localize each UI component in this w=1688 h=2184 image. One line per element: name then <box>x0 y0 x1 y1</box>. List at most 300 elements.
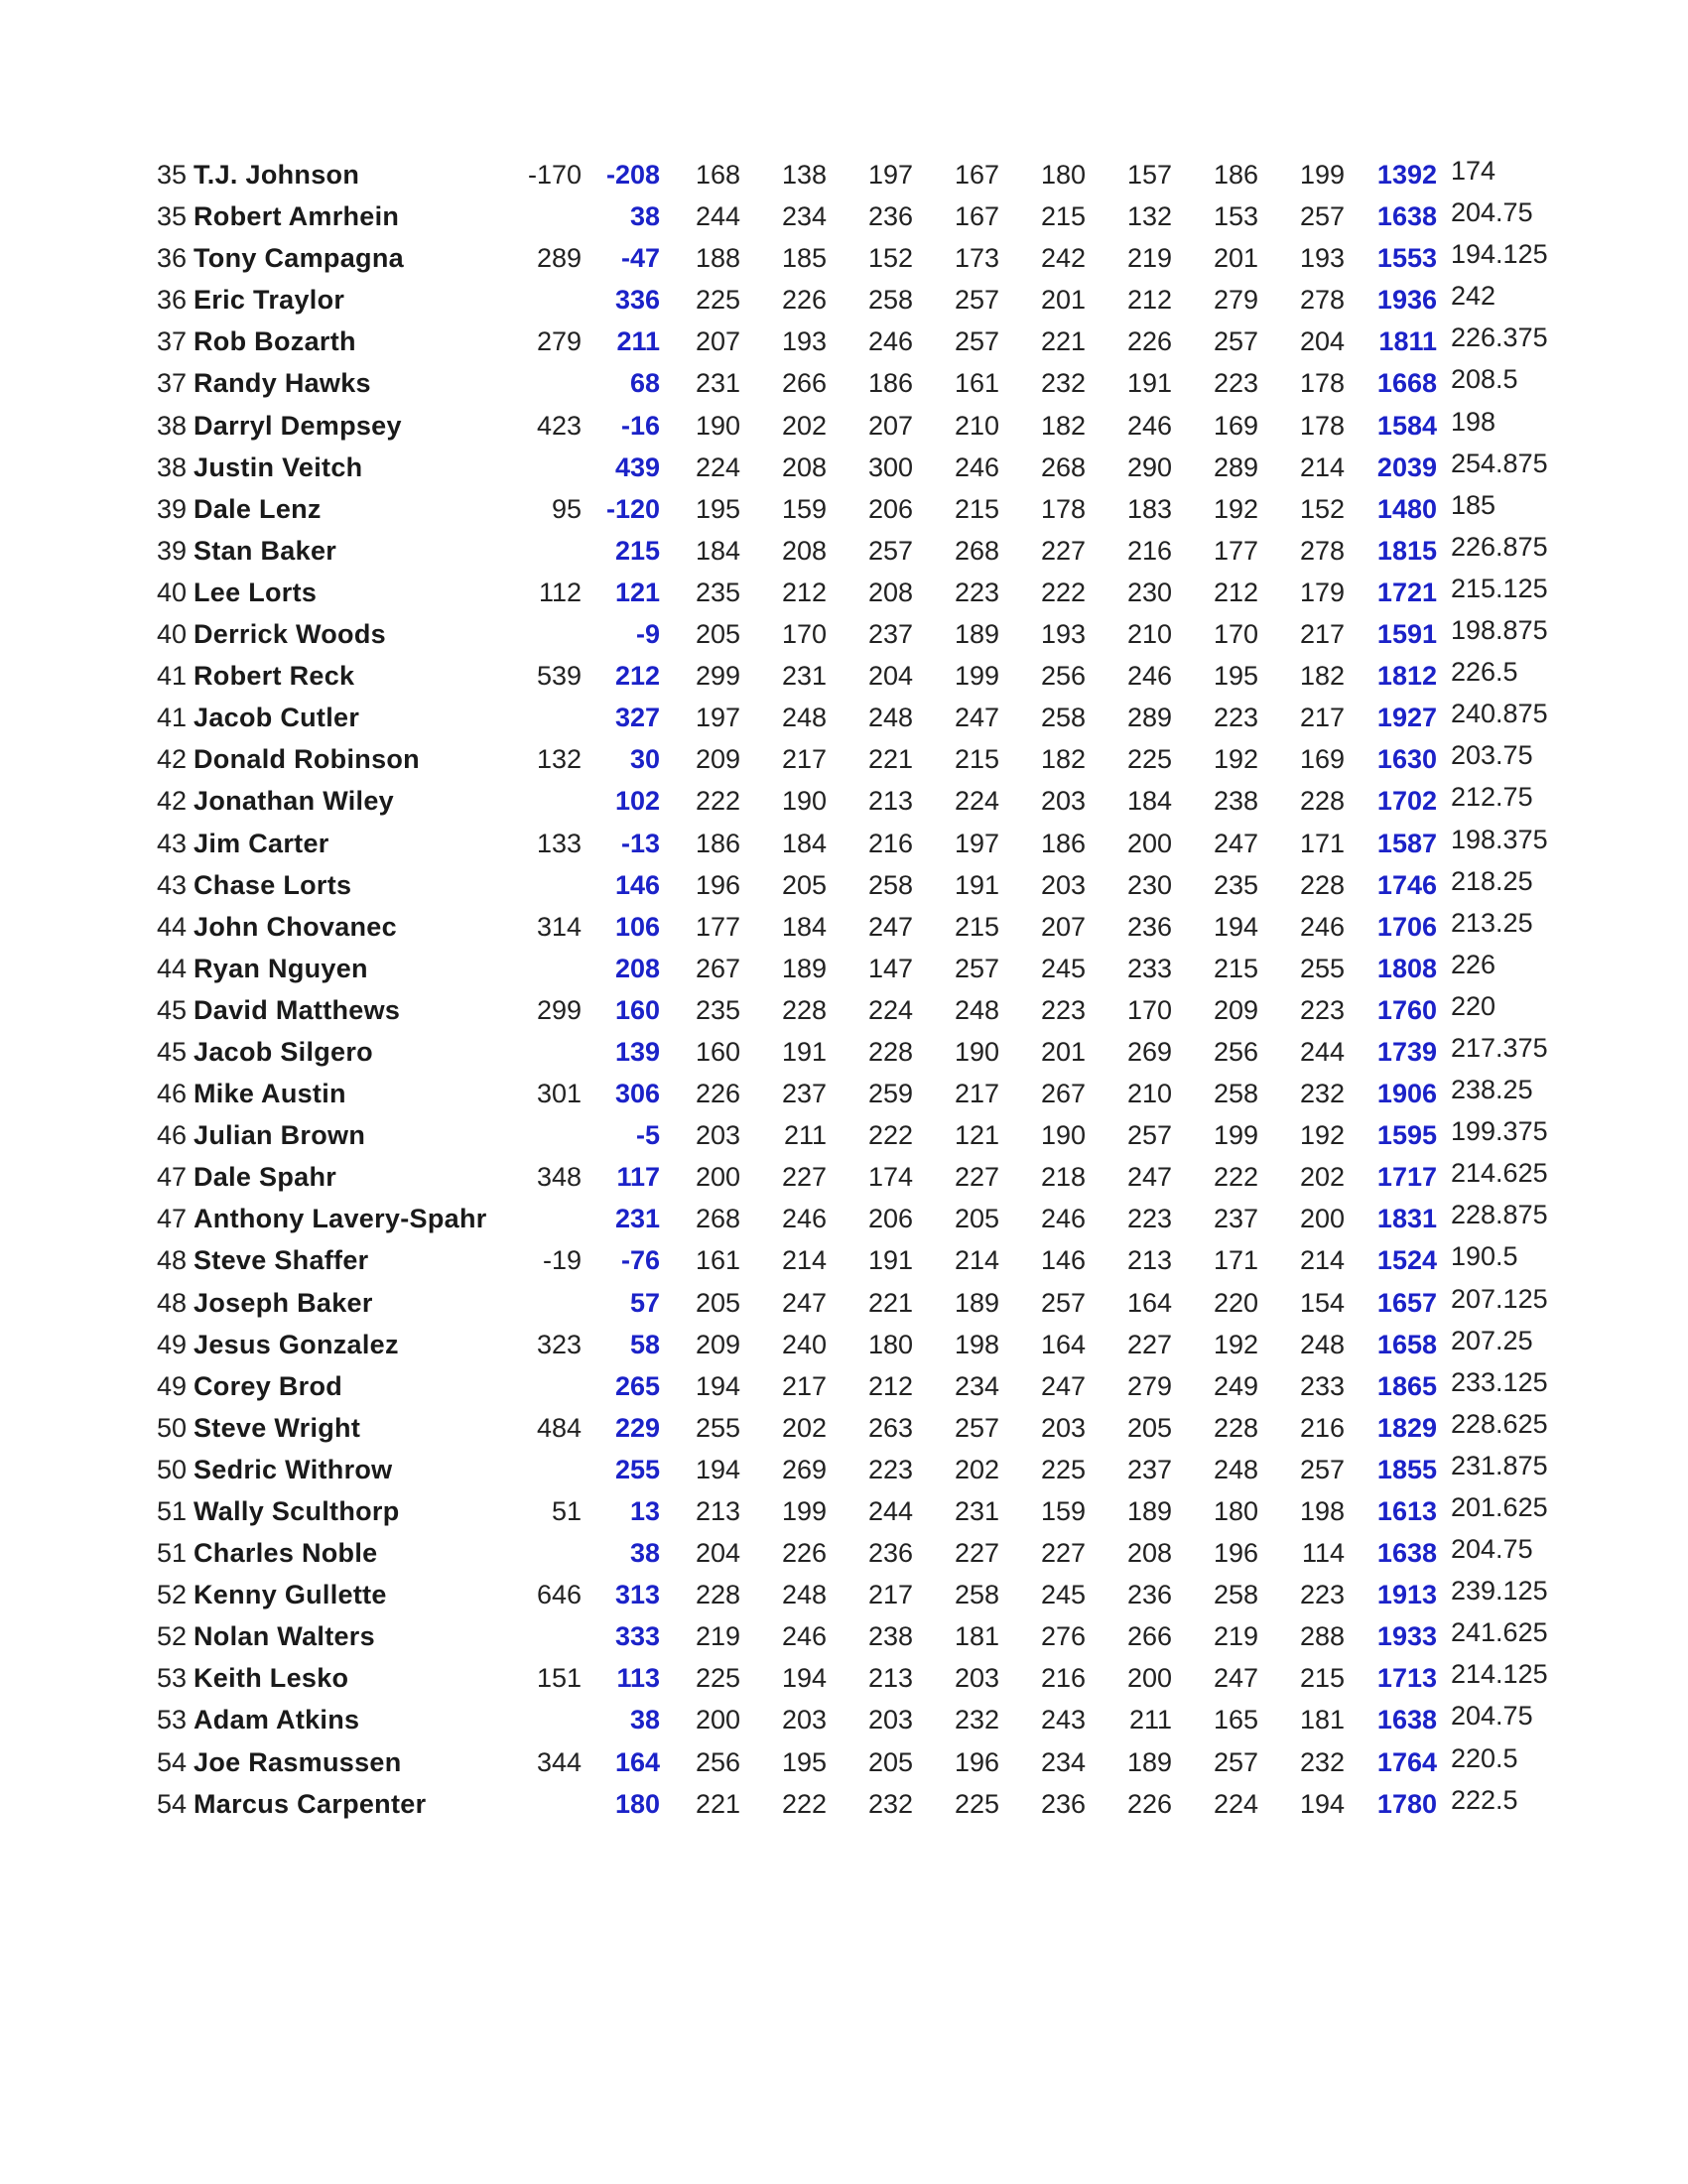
game-score: 203 <box>1040 786 1086 817</box>
game-score: 179 <box>1299 577 1345 607</box>
game-score: 267 <box>695 953 740 983</box>
game-score: 258 <box>867 285 913 316</box>
game-score: 225 <box>1040 1454 1086 1484</box>
game-score: 191 <box>1126 368 1172 399</box>
pair-number: 41 <box>156 703 187 733</box>
game-score: 199 <box>1299 160 1345 190</box>
game-score: 257 <box>1299 1454 1345 1484</box>
game-score: 147 <box>867 953 913 983</box>
bowler-name: Dale Spahr <box>194 1162 337 1193</box>
average: 238.25 <box>1451 1075 1533 1105</box>
game-score: 232 <box>1040 368 1086 399</box>
plus-minus: 38 <box>629 1705 660 1735</box>
series-total: 1630 <box>1376 744 1437 775</box>
pair-total: 133 <box>536 828 582 858</box>
game-score: 278 <box>1299 285 1345 316</box>
game-score: 246 <box>954 451 999 482</box>
game-score: 217 <box>781 1370 827 1401</box>
game-score: 217 <box>1299 619 1345 650</box>
table-row <box>0 1699 1688 1740</box>
table-row <box>0 1741 1688 1783</box>
game-score: 228 <box>695 1580 740 1610</box>
pair-number: 44 <box>156 953 187 983</box>
plus-minus: 231 <box>614 1204 660 1234</box>
pair-total: 299 <box>536 994 582 1025</box>
series-total: 1524 <box>1376 1245 1437 1276</box>
game-score: 159 <box>781 493 827 524</box>
series-total: 1713 <box>1376 1663 1437 1694</box>
series-total: 1702 <box>1376 786 1437 817</box>
game-score: 205 <box>867 1746 913 1777</box>
game-score: 212 <box>1126 285 1172 316</box>
pair-number: 46 <box>156 1120 187 1151</box>
game-score: 167 <box>954 201 999 232</box>
game-score: 217 <box>954 1079 999 1109</box>
game-score: 194 <box>695 1454 740 1484</box>
game-score: 228 <box>1299 786 1345 817</box>
game-score: 238 <box>867 1621 913 1652</box>
game-score: 219 <box>1213 1621 1258 1652</box>
game-score: 255 <box>695 1412 740 1443</box>
game-score: 204 <box>867 661 913 692</box>
average: 207.125 <box>1451 1283 1548 1314</box>
game-score: 247 <box>1126 1162 1172 1193</box>
game-score: 246 <box>1040 1204 1086 1234</box>
game-score: 205 <box>695 1287 740 1318</box>
game-score: 212 <box>781 577 827 607</box>
game-score: 205 <box>695 619 740 650</box>
pair-total: 95 <box>551 493 582 524</box>
game-score: 157 <box>1126 160 1172 190</box>
pair-total: 348 <box>536 1162 582 1193</box>
average: 185 <box>1451 489 1496 520</box>
game-score: 197 <box>954 828 999 858</box>
game-score: 258 <box>954 1580 999 1610</box>
table-row <box>0 1532 1688 1574</box>
series-total: 1584 <box>1376 410 1437 441</box>
game-score: 200 <box>695 1162 740 1193</box>
game-score: 243 <box>1040 1705 1086 1735</box>
game-score: 195 <box>695 493 740 524</box>
bowler-name: Corey Brod <box>194 1370 343 1401</box>
average: 218.25 <box>1451 865 1533 896</box>
pair-number: 41 <box>156 661 187 692</box>
game-score: 173 <box>954 243 999 274</box>
game-score: 235 <box>695 994 740 1025</box>
game-score: 237 <box>1126 1454 1172 1484</box>
game-score: 205 <box>954 1204 999 1234</box>
series-total: 1927 <box>1376 703 1437 733</box>
game-score: 238 <box>1213 786 1258 817</box>
series-total: 1829 <box>1376 1412 1437 1443</box>
pair-number: 54 <box>156 1788 187 1819</box>
series-total: 1746 <box>1376 869 1437 900</box>
plus-minus: 38 <box>629 1538 660 1569</box>
game-score: 197 <box>695 703 740 733</box>
average: 174 <box>1451 156 1496 186</box>
pair-number: 36 <box>156 243 187 274</box>
bowler-name: Ryan Nguyen <box>194 953 368 983</box>
game-score: 138 <box>781 160 827 190</box>
game-score: 201 <box>1040 285 1086 316</box>
game-score: 225 <box>695 1663 740 1694</box>
game-score: 268 <box>695 1204 740 1234</box>
game-score: 203 <box>1040 1412 1086 1443</box>
game-score: 188 <box>695 243 740 274</box>
game-score: 214 <box>954 1245 999 1276</box>
game-score: 214 <box>1299 1245 1345 1276</box>
game-score: 178 <box>1040 493 1086 524</box>
plus-minus: 38 <box>629 201 660 232</box>
table-row <box>0 1365 1688 1407</box>
series-total: 1668 <box>1376 368 1437 399</box>
plus-minus: 211 <box>616 326 660 357</box>
series-total: 1855 <box>1376 1454 1437 1484</box>
table-row <box>0 989 1688 1031</box>
pair-number: 48 <box>156 1287 187 1318</box>
pair-total: -19 <box>542 1245 582 1276</box>
bowler-name: Marcus Carpenter <box>194 1788 427 1819</box>
game-score: 230 <box>1126 869 1172 900</box>
average: 220 <box>1451 990 1496 1021</box>
pair-number: 51 <box>156 1538 187 1569</box>
game-score: 247 <box>781 1287 827 1318</box>
bowler-name: Jesus Gonzalez <box>194 1329 399 1359</box>
game-score: 196 <box>954 1746 999 1777</box>
game-score: 198 <box>1299 1496 1345 1526</box>
game-score: 215 <box>1299 1663 1345 1694</box>
game-score: 257 <box>1213 1746 1258 1777</box>
bowler-name: Charles Noble <box>194 1538 378 1569</box>
game-score: 222 <box>867 1120 913 1151</box>
game-score: 170 <box>1126 994 1172 1025</box>
game-score: 200 <box>1299 1204 1345 1234</box>
game-score: 202 <box>954 1454 999 1484</box>
game-score: 223 <box>1040 994 1086 1025</box>
game-score: 177 <box>1213 535 1258 566</box>
plus-minus: 306 <box>614 1079 660 1109</box>
plus-minus: -16 <box>620 410 660 441</box>
bowler-name: Dale Lenz <box>194 493 322 524</box>
game-score: 259 <box>867 1079 913 1109</box>
series-total: 1587 <box>1376 828 1437 858</box>
game-score: 154 <box>1299 1287 1345 1318</box>
game-score: 206 <box>867 493 913 524</box>
game-score: 169 <box>1213 410 1258 441</box>
series-total: 1764 <box>1376 1746 1437 1777</box>
game-score: 217 <box>781 744 827 775</box>
game-score: 170 <box>781 619 827 650</box>
game-score: 230 <box>1126 577 1172 607</box>
game-score: 231 <box>695 368 740 399</box>
game-score: 228 <box>1213 1412 1258 1443</box>
game-score: 233 <box>1126 953 1172 983</box>
series-total: 1808 <box>1376 953 1437 983</box>
game-score: 257 <box>867 535 913 566</box>
bowler-name: Anthony Lavery-Spahr <box>194 1204 487 1234</box>
average: 228.875 <box>1451 1200 1548 1230</box>
game-score: 232 <box>1299 1746 1345 1777</box>
game-score: 181 <box>1299 1705 1345 1735</box>
game-score: 206 <box>867 1204 913 1234</box>
series-total: 2039 <box>1376 451 1437 482</box>
table-row <box>0 530 1688 572</box>
pair-number: 47 <box>156 1162 187 1193</box>
table-row <box>0 1282 1688 1324</box>
bowler-name: Jacob Silgero <box>194 1036 373 1067</box>
game-score: 299 <box>695 661 740 692</box>
pair-number: 38 <box>156 451 187 482</box>
pair-number: 49 <box>156 1329 187 1359</box>
game-score: 226 <box>1126 1788 1172 1819</box>
average: 198 <box>1451 406 1496 437</box>
average: 226 <box>1451 949 1496 979</box>
pair-total: 132 <box>536 744 582 775</box>
table-row <box>0 488 1688 530</box>
game-score: 222 <box>1040 577 1086 607</box>
game-score: 152 <box>867 243 913 274</box>
series-total: 1591 <box>1376 619 1437 650</box>
game-score: 246 <box>781 1621 827 1652</box>
plus-minus: 229 <box>614 1412 660 1443</box>
game-score: 226 <box>1126 326 1172 357</box>
game-score: 258 <box>867 869 913 900</box>
table-row <box>0 1239 1688 1281</box>
game-score: 182 <box>1040 744 1086 775</box>
game-score: 279 <box>1126 1370 1172 1401</box>
game-score: 216 <box>1126 535 1172 566</box>
pair-number: 36 <box>156 285 187 316</box>
plus-minus: 13 <box>629 1496 660 1526</box>
average: 220.5 <box>1451 1742 1518 1773</box>
game-score: 184 <box>695 535 740 566</box>
game-score: 256 <box>1213 1036 1258 1067</box>
bowler-name: Lee Lorts <box>194 577 318 607</box>
game-score: 217 <box>867 1580 913 1610</box>
pair-number: 39 <box>156 535 187 566</box>
game-score: 191 <box>781 1036 827 1067</box>
average: 215.125 <box>1451 573 1548 603</box>
game-score: 249 <box>1213 1370 1258 1401</box>
game-score: 186 <box>1040 828 1086 858</box>
pair-number: 40 <box>156 577 187 607</box>
average: 214.625 <box>1451 1158 1548 1189</box>
game-score: 208 <box>1126 1538 1172 1569</box>
game-score: 256 <box>1040 661 1086 692</box>
plus-minus: 139 <box>614 1036 660 1067</box>
table-row <box>0 780 1688 822</box>
table-row <box>0 154 1688 195</box>
table-row <box>0 195 1688 237</box>
game-score: 276 <box>1040 1621 1086 1652</box>
game-score: 237 <box>867 619 913 650</box>
game-score: 244 <box>695 201 740 232</box>
table-row <box>0 1657 1688 1699</box>
bowler-name: Rob Bozarth <box>194 326 356 357</box>
average: 199.375 <box>1451 1116 1548 1147</box>
plus-minus: 212 <box>614 661 660 692</box>
game-score: 184 <box>1126 786 1172 817</box>
table-row <box>0 1615 1688 1657</box>
game-score: 199 <box>1213 1120 1258 1151</box>
table-row <box>0 321 1688 362</box>
game-score: 219 <box>1126 243 1172 274</box>
bowler-name: Derrick Woods <box>194 619 386 650</box>
game-score: 221 <box>695 1788 740 1819</box>
plus-minus: 439 <box>614 451 660 482</box>
table-row <box>0 1783 1688 1825</box>
pair-number: 43 <box>156 869 187 900</box>
game-score: 246 <box>1299 911 1345 942</box>
game-score: 226 <box>695 1079 740 1109</box>
game-score: 199 <box>954 661 999 692</box>
game-score: 234 <box>1040 1746 1086 1777</box>
game-score: 235 <box>695 577 740 607</box>
game-score: 232 <box>954 1705 999 1735</box>
game-score: 236 <box>1040 1788 1086 1819</box>
game-score: 202 <box>781 1412 827 1443</box>
plus-minus: 57 <box>629 1287 660 1318</box>
game-score: 223 <box>1299 994 1345 1025</box>
table-row <box>0 1490 1688 1532</box>
game-score: 194 <box>1299 1788 1345 1819</box>
game-score: 190 <box>954 1036 999 1067</box>
series-total: 1595 <box>1376 1120 1437 1151</box>
game-score: 114 <box>1301 1538 1345 1569</box>
pair-number: 39 <box>156 493 187 524</box>
game-score: 180 <box>867 1329 913 1359</box>
game-score: 217 <box>1299 703 1345 733</box>
pair-number: 42 <box>156 744 187 775</box>
average: 254.875 <box>1451 448 1548 478</box>
game-score: 207 <box>1040 911 1086 942</box>
average: 231.875 <box>1451 1450 1548 1480</box>
game-score: 257 <box>1213 326 1258 357</box>
bowler-name: Nolan Walters <box>194 1621 375 1652</box>
average: 228.625 <box>1451 1408 1548 1439</box>
game-score: 184 <box>781 828 827 858</box>
game-score: 247 <box>954 703 999 733</box>
game-score: 240 <box>781 1329 827 1359</box>
game-score: 257 <box>1299 201 1345 232</box>
game-score: 165 <box>1213 1705 1258 1735</box>
series-total: 1638 <box>1376 1538 1437 1569</box>
game-score: 212 <box>867 1370 913 1401</box>
table-row <box>0 572 1688 613</box>
bowler-name: Jacob Cutler <box>194 703 360 733</box>
plus-minus: 113 <box>616 1663 660 1694</box>
game-score: 228 <box>781 994 827 1025</box>
bowler-name: Steve Shaffer <box>194 1245 369 1276</box>
game-score: 152 <box>1299 493 1345 524</box>
game-score: 189 <box>954 1287 999 1318</box>
average: 194.125 <box>1451 239 1548 270</box>
game-score: 170 <box>1213 619 1258 650</box>
table-row <box>0 1449 1688 1490</box>
game-score: 203 <box>954 1663 999 1694</box>
bowler-name: Robert Reck <box>194 661 355 692</box>
game-score: 232 <box>1299 1079 1345 1109</box>
plus-minus: 333 <box>614 1621 660 1652</box>
plus-minus: 215 <box>614 535 660 566</box>
bowler-name: Sedric Withrow <box>194 1454 393 1484</box>
average: 204.75 <box>1451 197 1533 228</box>
series-total: 1831 <box>1376 1204 1437 1234</box>
table-row <box>0 362 1688 404</box>
game-score: 227 <box>1126 1329 1172 1359</box>
bowler-name: Adam Atkins <box>194 1705 360 1735</box>
game-score: 221 <box>867 1287 913 1318</box>
game-score: 247 <box>1213 828 1258 858</box>
pair-total: 51 <box>551 1496 582 1526</box>
series-total: 1706 <box>1376 911 1437 942</box>
table-row <box>0 1407 1688 1449</box>
game-score: 223 <box>867 1454 913 1484</box>
plus-minus: 102 <box>614 786 660 817</box>
average: 204.75 <box>1451 1701 1533 1732</box>
game-score: 184 <box>781 911 827 942</box>
game-score: 164 <box>1126 1287 1172 1318</box>
game-score: 213 <box>695 1496 740 1526</box>
game-score: 224 <box>954 786 999 817</box>
game-score: 234 <box>954 1370 999 1401</box>
pair-number: 48 <box>156 1245 187 1276</box>
average: 190.5 <box>1451 1241 1518 1272</box>
game-score: 216 <box>1040 1663 1086 1694</box>
game-score: 223 <box>1213 703 1258 733</box>
table-row <box>0 906 1688 948</box>
table-row <box>0 447 1688 488</box>
table-row <box>0 613 1688 655</box>
pair-number: 38 <box>156 410 187 441</box>
game-score: 171 <box>1213 1245 1258 1276</box>
game-score: 278 <box>1299 535 1345 566</box>
pair-total: 151 <box>536 1663 582 1694</box>
series-total: 1392 <box>1376 160 1437 190</box>
table-row <box>0 948 1688 989</box>
game-score: 189 <box>781 953 827 983</box>
game-score: 236 <box>1126 911 1172 942</box>
game-score: 214 <box>781 1245 827 1276</box>
game-score: 168 <box>695 160 740 190</box>
game-score: 174 <box>867 1162 913 1193</box>
game-score: 207 <box>867 410 913 441</box>
game-score: 213 <box>867 786 913 817</box>
game-score: 200 <box>695 1705 740 1735</box>
game-score: 247 <box>867 911 913 942</box>
score-sheet <box>0 154 1688 1825</box>
game-score: 246 <box>867 326 913 357</box>
game-score: 195 <box>781 1746 827 1777</box>
game-score: 190 <box>695 410 740 441</box>
game-score: 208 <box>781 535 827 566</box>
plus-minus: 336 <box>614 285 660 316</box>
bowler-name: Chase Lorts <box>194 869 352 900</box>
game-score: 289 <box>1213 451 1258 482</box>
game-score: 231 <box>781 661 827 692</box>
game-score: 223 <box>1213 368 1258 399</box>
game-score: 160 <box>695 1036 740 1067</box>
game-score: 225 <box>954 1788 999 1819</box>
series-total: 1815 <box>1376 535 1437 566</box>
bowler-name: Darryl Dempsey <box>194 410 402 441</box>
pair-number: 37 <box>156 326 187 357</box>
game-score: 233 <box>1299 1370 1345 1401</box>
average: 198.375 <box>1451 824 1548 854</box>
game-score: 216 <box>1299 1412 1345 1443</box>
game-score: 210 <box>1126 1079 1172 1109</box>
table-row <box>0 1324 1688 1365</box>
